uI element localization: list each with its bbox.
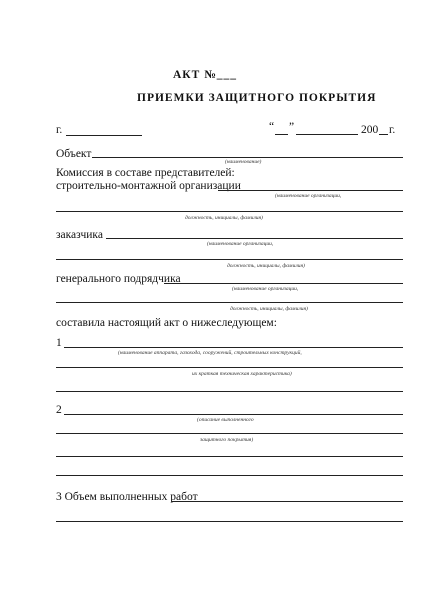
item2-caption: (описание выполненного (197, 417, 254, 423)
item3-label: 3 Объем выполненных работ (56, 491, 198, 503)
customer-label: заказчика (56, 229, 103, 241)
compiled-text: составила настоящий акт о нижеследующем: (56, 317, 277, 329)
construction-position-caption: должность, инициалы, фамилия) (185, 215, 263, 221)
city-field[interactable] (66, 135, 142, 136)
item2-caption-2: защитного покрытия) (200, 437, 254, 443)
customer-field-2[interactable] (56, 259, 403, 260)
date-year-field[interactable] (379, 134, 388, 135)
object-field[interactable] (92, 157, 403, 158)
contractor-field[interactable] (164, 283, 403, 284)
item1-number: 1 (56, 337, 62, 349)
act-title: АКТ №___ (173, 69, 237, 81)
construction-org-label: строительно-монтажной организации (56, 180, 241, 192)
item3-field[interactable] (172, 501, 403, 502)
contractor-label: генерального подрядчика (56, 273, 181, 285)
date-open-quote: “ (269, 121, 275, 133)
item2-field-2[interactable] (56, 433, 403, 434)
object-caption: (наименование) (225, 159, 262, 165)
date-month-field[interactable] (296, 134, 358, 135)
item2-field[interactable] (64, 414, 403, 415)
date-day-field[interactable] (275, 134, 288, 135)
city-label: г. (56, 124, 63, 136)
construction-org-field-2[interactable] (56, 211, 403, 212)
item1-field[interactable] (64, 347, 403, 348)
item2-field-3[interactable] (56, 456, 403, 457)
item2-field-4[interactable] (56, 475, 403, 476)
construction-org-field[interactable] (218, 190, 403, 191)
item1-field-2[interactable] (56, 367, 403, 368)
object-label: Объект (56, 148, 92, 160)
item1-field-3[interactable] (56, 391, 403, 392)
customer-field[interactable] (106, 238, 403, 239)
customer-position-caption: должность, инициалы, фамилия) (227, 263, 305, 269)
contractor-field-2[interactable] (56, 302, 403, 303)
customer-caption: (наименование организации, (207, 241, 274, 247)
item1-caption-2: их краткая техническая характеристика) (192, 371, 292, 377)
item3-field-2[interactable] (56, 521, 403, 522)
item1-caption: (наименование аппарата, газохода, сооружений, строительных конструкций, (118, 350, 302, 356)
date-close-quote: ” (289, 121, 295, 133)
act-subtitle: ПРИЕМКИ ЗАЩИТНОГО ПОКРЫТИЯ (137, 92, 377, 104)
item2-number: 2 (56, 404, 62, 416)
contractor-position-caption: должность, инициалы, фамилия) (230, 306, 308, 312)
construction-org-caption: (наименование организации, (275, 193, 342, 199)
date-suffix: г. (389, 124, 396, 136)
date-year: 200 (361, 124, 379, 136)
commission-text: Комиссия в составе представителей: (56, 167, 235, 179)
contractor-caption: (наименование организации, (232, 286, 299, 292)
